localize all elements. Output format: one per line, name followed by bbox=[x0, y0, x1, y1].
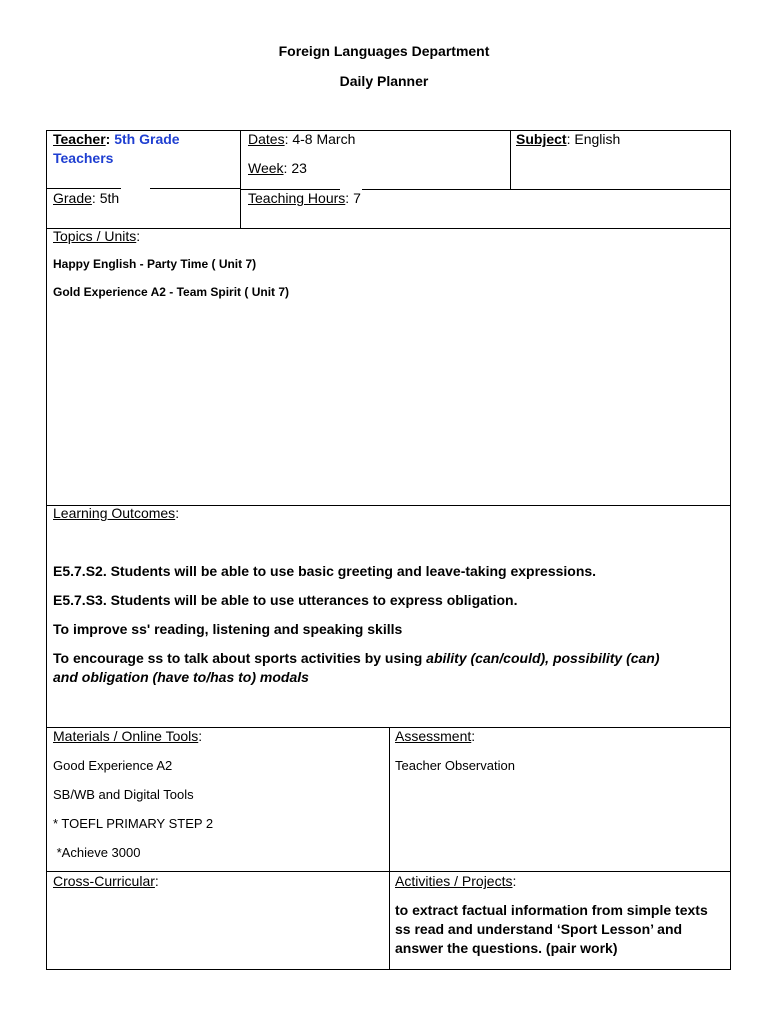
topic-item-1: Happy English - Party Time ( Unit 7) bbox=[53, 257, 257, 271]
material-item-2: SB/WB and Digital Tools bbox=[53, 787, 194, 802]
teacher-value: 5th Grade Teachers bbox=[53, 131, 180, 166]
week-label: Week bbox=[248, 160, 284, 176]
grade-value: 5th bbox=[99, 190, 120, 206]
cross-cell: Cross-Curricular: bbox=[53, 873, 159, 889]
col-line-subject bbox=[510, 130, 511, 189]
col-line-teacher bbox=[240, 130, 241, 228]
topics-label: Topics / Units bbox=[53, 228, 137, 244]
material-item-3: * TOEFL PRIMARY STEP 2 bbox=[53, 816, 214, 831]
assessment-value: Teacher Observation bbox=[395, 758, 515, 773]
outcome-item-4 bbox=[53, 649, 673, 687]
dates-value: 4-8 March bbox=[292, 131, 356, 147]
teacher-label: Teacher bbox=[53, 131, 106, 147]
subject-label: Subject bbox=[516, 131, 567, 147]
grade-cell: Grade: 5th bbox=[53, 190, 120, 206]
department-title: Foreign Languages Department bbox=[278, 43, 490, 59]
subject-value: English bbox=[574, 131, 621, 147]
outcome-item-2: E5.7.S3. Students will be able to use utterances to express obligation. bbox=[53, 592, 518, 608]
week-value: 23 bbox=[291, 160, 307, 176]
dates-label: Dates bbox=[248, 131, 285, 147]
row-line-dates-b bbox=[362, 189, 510, 190]
material-item-4: *Achieve 3000 bbox=[53, 845, 141, 860]
outcomes-label: Learning Outcomes bbox=[53, 505, 176, 521]
subject-cell: Subject: English bbox=[516, 131, 621, 147]
col-line-bottom bbox=[389, 727, 390, 970]
row-line-teacher-b bbox=[150, 188, 240, 189]
outcome-item-4-italic: ability (can/could), possibility (can) and obligation (have to/has to) modals bbox=[53, 650, 660, 685]
teacher-cell: Teacher: 5th Grade Teachers bbox=[53, 131, 180, 166]
assessment-cell: Assessment: Teacher Observation bbox=[395, 727, 725, 775]
row-line-subject bbox=[510, 189, 731, 190]
hours-label: Teaching Hours bbox=[248, 190, 346, 206]
topics-cell: Topics / Units: Happy English - Party Time ( Unit 7) Gold Experience A2 - Team Spirit ( Unit 7) bbox=[53, 227, 723, 302]
activities-label: Activities / Projects bbox=[395, 873, 513, 889]
cross-label: Cross-Curricular bbox=[53, 873, 155, 889]
outcome-item-1: E5.7.S2. Students will be able to use basic greeting and leave-taking expressions. bbox=[53, 563, 597, 579]
planner-title: Daily Planner bbox=[339, 73, 429, 89]
grade-label: Grade bbox=[53, 190, 92, 206]
dates-cell: Dates: 4-8 March Week: 23 bbox=[248, 131, 356, 176]
assessment-label: Assessment bbox=[395, 728, 472, 744]
materials-label: Materials / Online Tools bbox=[53, 728, 199, 744]
activities-value: to extract factual information from simple texts ss read and understand ‘Sport Lesson’ and answer the questions. (pair work) bbox=[395, 902, 708, 956]
hours-cell: Teaching Hours: 7 bbox=[248, 190, 361, 206]
topic-item-2: Gold Experience A2 - Team Spirit ( Unit 7) bbox=[53, 285, 290, 299]
materials-cell: Materials / Online Tools: Good Experience A2 SB/WB and Digital Tools * TOEFL PRIMARY STEP 2 *Achieve 3000 bbox=[53, 727, 383, 862]
activities-cell: Activities / Projects: to extract factual information from simple texts ss read and understand ‘Sport Lesson’ and answer the questions. (pair work) bbox=[395, 872, 725, 958]
material-item-1: Good Experience A2 bbox=[53, 758, 173, 773]
outcome-item-3: To improve ss' reading, listening and speaking skills bbox=[53, 621, 403, 637]
outcome-item-4-text: To encourage ss to talk about sports activities by using bbox=[53, 650, 427, 666]
hours-value: 7 bbox=[353, 190, 361, 206]
outcomes-cell: Learning Outcomes: E5.7.S2. Students will be able to use basic greeting and leave-taking expressions. E5.7.S3. Students will be able to use utterances to express obligation. To improve ss' reading, listening and speaking skills To encourage ss to talk about sports activities by using ability (can/could), possibility (can) and obligation (have to/has to) modals bbox=[53, 504, 723, 687]
